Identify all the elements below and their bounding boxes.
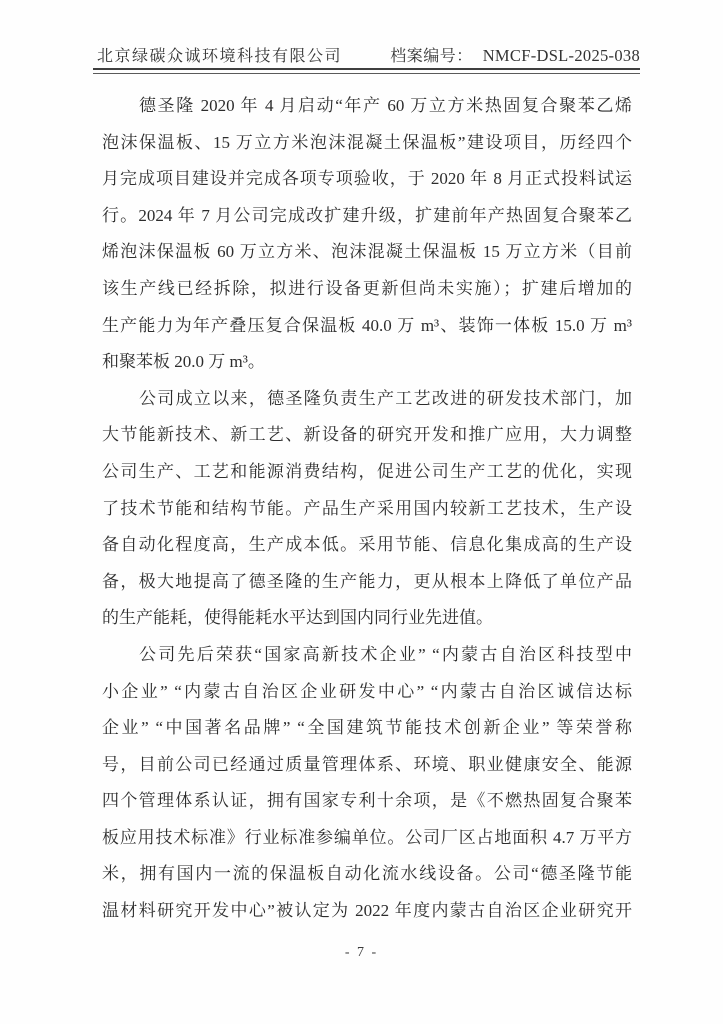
body-line: 德圣隆 2020 年 4 月启动“年产 60 万立方米热固复合聚苯乙烯 [139,96,632,115]
page-header [97,43,640,66]
body-line: 号，目前公司已经通过质量管理体系、环境、职业健康安全、能源 [102,754,632,774]
body-line: 温材料研究开发中心”被认定为 2022 年度内蒙古自治区企业研究开 [102,901,632,921]
body-line: 备，极大地提高了德圣隆的生产能力，更从根本上降低了单位产品 [102,571,632,591]
body-line: 生产能力为年产叠压复合保温板 40.0 万 m³、装饰一体板 15.0 万 m³ [102,315,632,335]
body-line: 企业” “中国著名品牌” “全国建筑节能技术创新企业” 等荣誉称 [102,718,632,738]
body-line: 四个管理体系认证，拥有国家专利十余项，是《不燃热固复合聚苯 [102,791,632,811]
body-line: 大节能新技术、新工艺、新设备的研究开发和推广应用，大力调整 [102,425,632,445]
document-body [102,88,632,930]
body-line: 月完成项目建设并完成各项专项验收，于 2020 年 8 月正式投料试运 [102,169,632,189]
body-line: 备自动化程度高，生产成本低。采用节能、信息化集成高的生产设 [102,535,632,555]
body-line: 公司生产、工艺和能源消费结构，促进公司生产工艺的优化，实现 [102,461,632,481]
page-footer [0,945,723,961]
body-line: 和聚苯板 20.0 万 m³。 [102,352,265,372]
body-line: 小企业” “内蒙古自治区企业研发中心” “内蒙古自治区诚信达标 [102,681,632,701]
body-line: 烯泡沫保温板 60 万立方米、泡沫混凝土保温板 15 万立方米（目前 [102,242,632,262]
page-number: - 7 - [344,945,379,960]
body-line: 米，拥有国内一流的保温板自动化流水线设备。公司“德圣隆节能 [102,864,632,884]
header-divider [93,68,640,74]
body-line: 泡沫保温板、15 万立方米泡沫混凝土保温板”建设项目，历经四个 [102,132,632,152]
company-name: 北京绿碳众诚环境科技有限公司 [97,48,343,65]
archive-label: 档案编号： [390,48,473,65]
archive-number: NMCF-DSL-2025-038 [482,46,640,65]
body-line: 的生产能耗，使得能耗水平达到国内同行业先进值。 [102,608,493,628]
body-line: 公司先后荣获“国家高新技术企业” “内蒙古自治区科技型中 [139,644,632,664]
body-line: 该生产线已经拆除，拟进行设备更新但尚未实施）；扩建后增加的 [102,278,632,298]
body-line: 公司成立以来，德圣隆负责生产工艺改进的研发技术部门，加 [139,388,632,408]
body-line: 板应用技术标准》行业标准参编单位。公司厂区占地面积 4.7 万平方 [102,827,632,847]
body-line: 了技术节能和结构节能。产品生产采用国内较新工艺技术，生产设 [102,498,632,518]
body-line: 行。2024 年 7 月公司完成改扩建升级，扩建前年产热固复合聚苯乙 [102,205,632,225]
archive-number-field [390,43,640,66]
